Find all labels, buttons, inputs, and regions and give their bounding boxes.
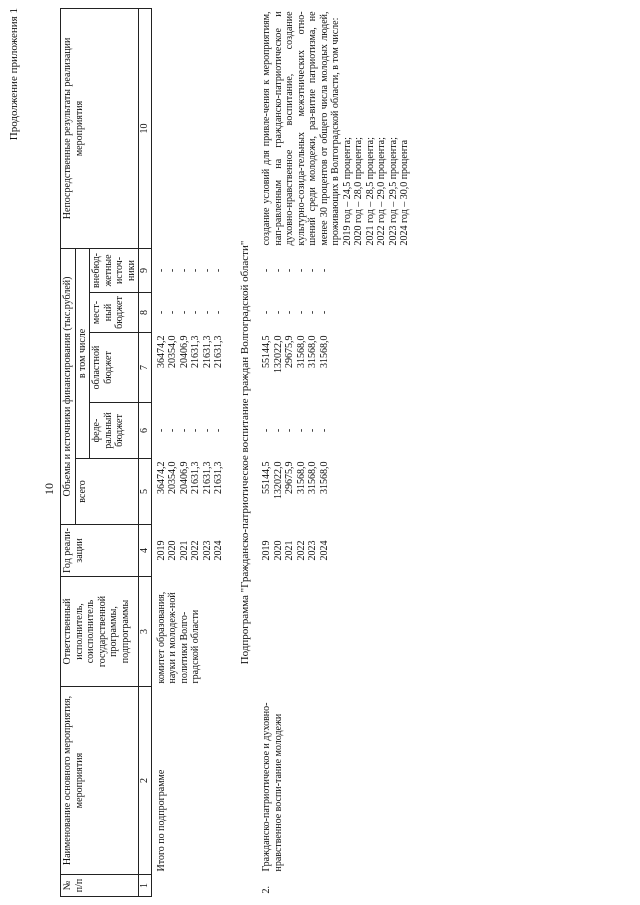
total-row-regional: 36474,2 20354,0 20406,9 21631,3 21631,3 21631,3: [155, 335, 224, 368]
total-row-name: Итого по подпрограмме: [155, 769, 167, 872]
col-num: 4: [139, 525, 152, 577]
row2-years: 2019 2020 2021 2022 2023 2024: [261, 540, 330, 561]
header-in-that: в том числе: [75, 248, 90, 458]
subprogram-title: Подпрограмма "Гражданско-патриотическое воспитание граждан Волгоградской области": [238, 240, 251, 665]
total-row-years: 2019 2020 2021 2022 2023 2024: [155, 540, 224, 561]
col-num: 3: [139, 577, 152, 687]
header-executor: Ответственный исполнитель, соисполнитель государственной программы, подпрограммы: [61, 577, 139, 687]
header-year: Год реали-зации: [61, 525, 139, 577]
header-federal: феде-ральный бюджет: [90, 403, 139, 459]
row2-local: - - - - - -: [261, 310, 330, 315]
col-num: 2: [139, 687, 152, 875]
col-num: 6: [139, 403, 152, 459]
header-extra: внебюд-жетные источ-ники: [90, 248, 139, 292]
row2-regional: 55144,5 132022,0 29675,9 31568,0 31568,0 31568,0: [261, 335, 330, 373]
header-local: мест-ный бюджет: [90, 293, 139, 333]
total-row-federal: - - - - - -: [155, 428, 224, 433]
row2-extra: - - - - - -: [261, 268, 330, 273]
col-num: 10: [139, 8, 152, 248]
row2-result-list: 2019 год – 24,5 процента; 2020 год – 28,0 процента; 2021 год – 28,5 процента; 2022 год – 29,0 процента; 2023 год – 29,5 процента; 2024 год – 30,0 процента: [341, 137, 411, 246]
total-row-executor: комитет образования, науки и молодеж-ной политики Волго-градской области: [155, 591, 201, 684]
header-regional: областной бюджет: [90, 333, 139, 403]
total-row-local: - - - - - -: [155, 310, 224, 315]
header-funding: Объемы и источники финансирования (тыс.рублей): [61, 248, 76, 524]
col-num: 8: [139, 293, 152, 333]
column-numbers-row: [139, 8, 152, 896]
row2-number: 2.: [261, 886, 273, 894]
program-table: [60, 8, 415, 897]
col-num: 7: [139, 333, 152, 403]
row2-federal: - - - - - -: [261, 428, 330, 433]
total-row-extra: - - - - - -: [155, 268, 224, 273]
row2-name: Гражданско-патриотическое и духовно-нравственное воспи-тание молодежи: [261, 702, 284, 872]
col-num: 1: [139, 875, 152, 897]
col-num: 5: [139, 459, 152, 525]
row2-total: 55144,5 132022,0 29675,9 31568,0 31568,0 31568,0: [261, 461, 330, 499]
header-results: Непосредственные результаты реализации мероприятия: [61, 8, 139, 248]
total-row-total: 36474,2 20354,0 20406,9 21631,3 21631,3 21631,3: [155, 461, 224, 494]
page-number: 10: [42, 483, 56, 495]
header-no: № п/п: [61, 875, 139, 897]
total-row: [151, 8, 229, 896]
col-num: 9: [139, 248, 152, 292]
header-name: Наименование основного мероприятия, мероприятия: [61, 687, 139, 875]
row2-result-text: создание условий для привле-чения к мероприятиям, нап-равленным на гражданско-патриотическое и духовно-нравственное воспитание, создание культурно-созида-тельных межэтнических отно-шений среди молодежи, раз-витие патриотизма, не менее 30 процентов от общего числа молодых людей, проживающих в Волгоградской области, в том числе:: [261, 11, 342, 246]
row2-results: [257, 8, 415, 248]
row-2: [257, 8, 415, 896]
continuation-label: Продолжение приложения 1: [8, 8, 20, 141]
header-total: всего: [75, 459, 139, 525]
